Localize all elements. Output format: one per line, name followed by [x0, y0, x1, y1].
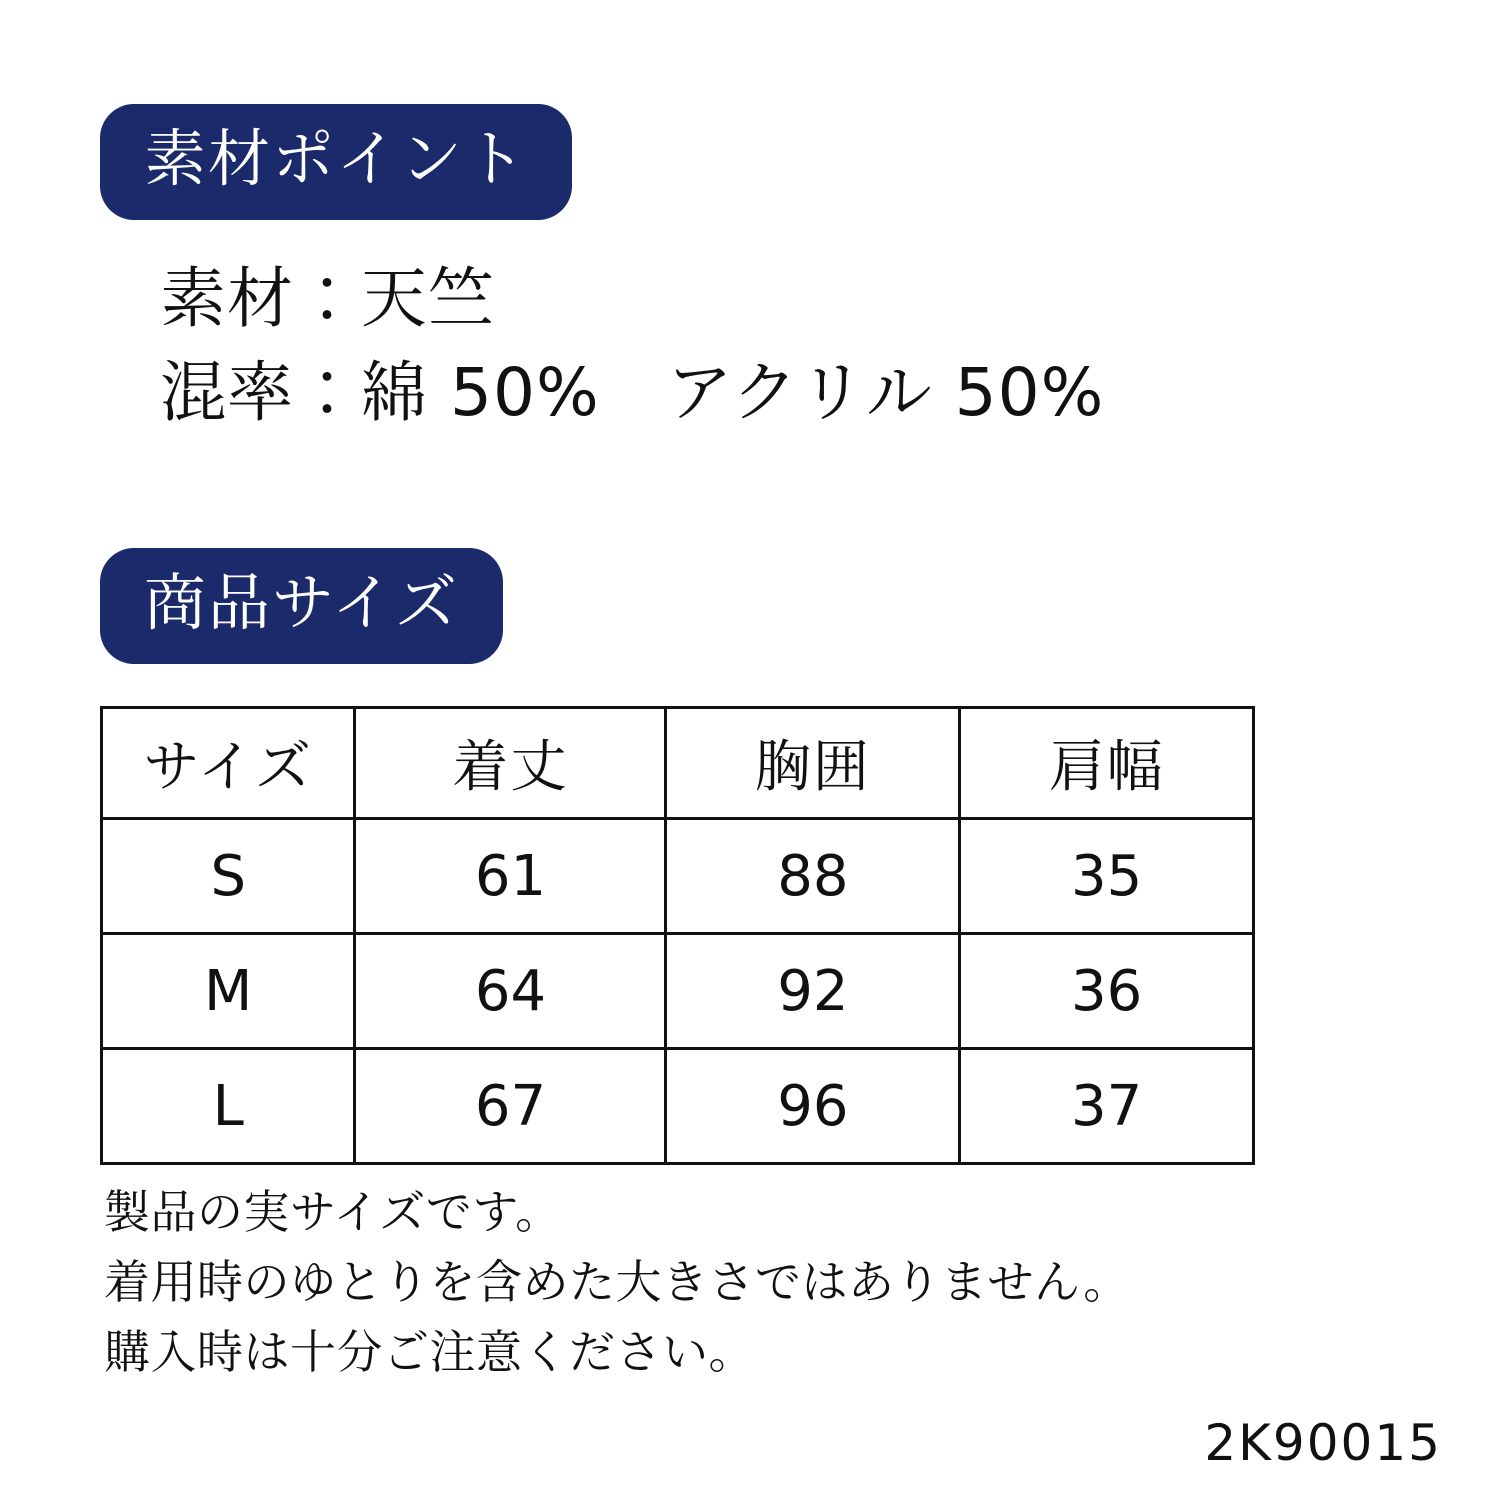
- cell-length: 64: [355, 934, 666, 1049]
- cell-shoulder: 37: [960, 1049, 1254, 1164]
- table-row: [102, 819, 1254, 934]
- table-header-row: [102, 708, 1254, 819]
- table-row: [102, 934, 1254, 1049]
- column-header-size: サイズ: [102, 708, 355, 819]
- product-size-badge: 商品サイズ: [100, 548, 503, 664]
- table-row: [102, 1049, 1254, 1164]
- size-notes: [104, 1178, 1404, 1388]
- cell-chest: 96: [666, 1049, 960, 1164]
- material-line-fabric: 素材：天竺: [160, 260, 495, 337]
- note-line-3: 購入時は十分ご注意ください。: [104, 1324, 755, 1379]
- material-point-badge: 素材ポイント: [100, 104, 572, 220]
- material-section-header: [100, 104, 572, 220]
- cell-size: S: [102, 819, 355, 934]
- cell-chest: 92: [666, 934, 960, 1049]
- cell-shoulder: 35: [960, 819, 1254, 934]
- size-section-header: [100, 548, 503, 664]
- column-header-length: 着丈: [355, 708, 666, 819]
- cell-length: 67: [355, 1049, 666, 1164]
- column-header-shoulder: 肩幅: [960, 708, 1254, 819]
- product-code: 2K90015: [1204, 1414, 1442, 1472]
- note-line-2: 着用時のゆとりを含めた大きさではありません。: [104, 1254, 1130, 1309]
- cell-size: M: [102, 934, 355, 1049]
- cell-chest: 88: [666, 819, 960, 934]
- cell-size: L: [102, 1049, 355, 1164]
- material-details: [160, 252, 1440, 439]
- material-line-composition: 混率：綿 50% アクリル 50%: [160, 353, 1105, 431]
- cell-length: 61: [355, 819, 666, 934]
- size-table: [100, 706, 1255, 1165]
- column-header-chest: 胸囲: [666, 708, 960, 819]
- note-line-1: 製品の実サイズです。: [104, 1185, 562, 1239]
- cell-shoulder: 36: [960, 934, 1254, 1049]
- size-table-wrapper: [100, 706, 1255, 1165]
